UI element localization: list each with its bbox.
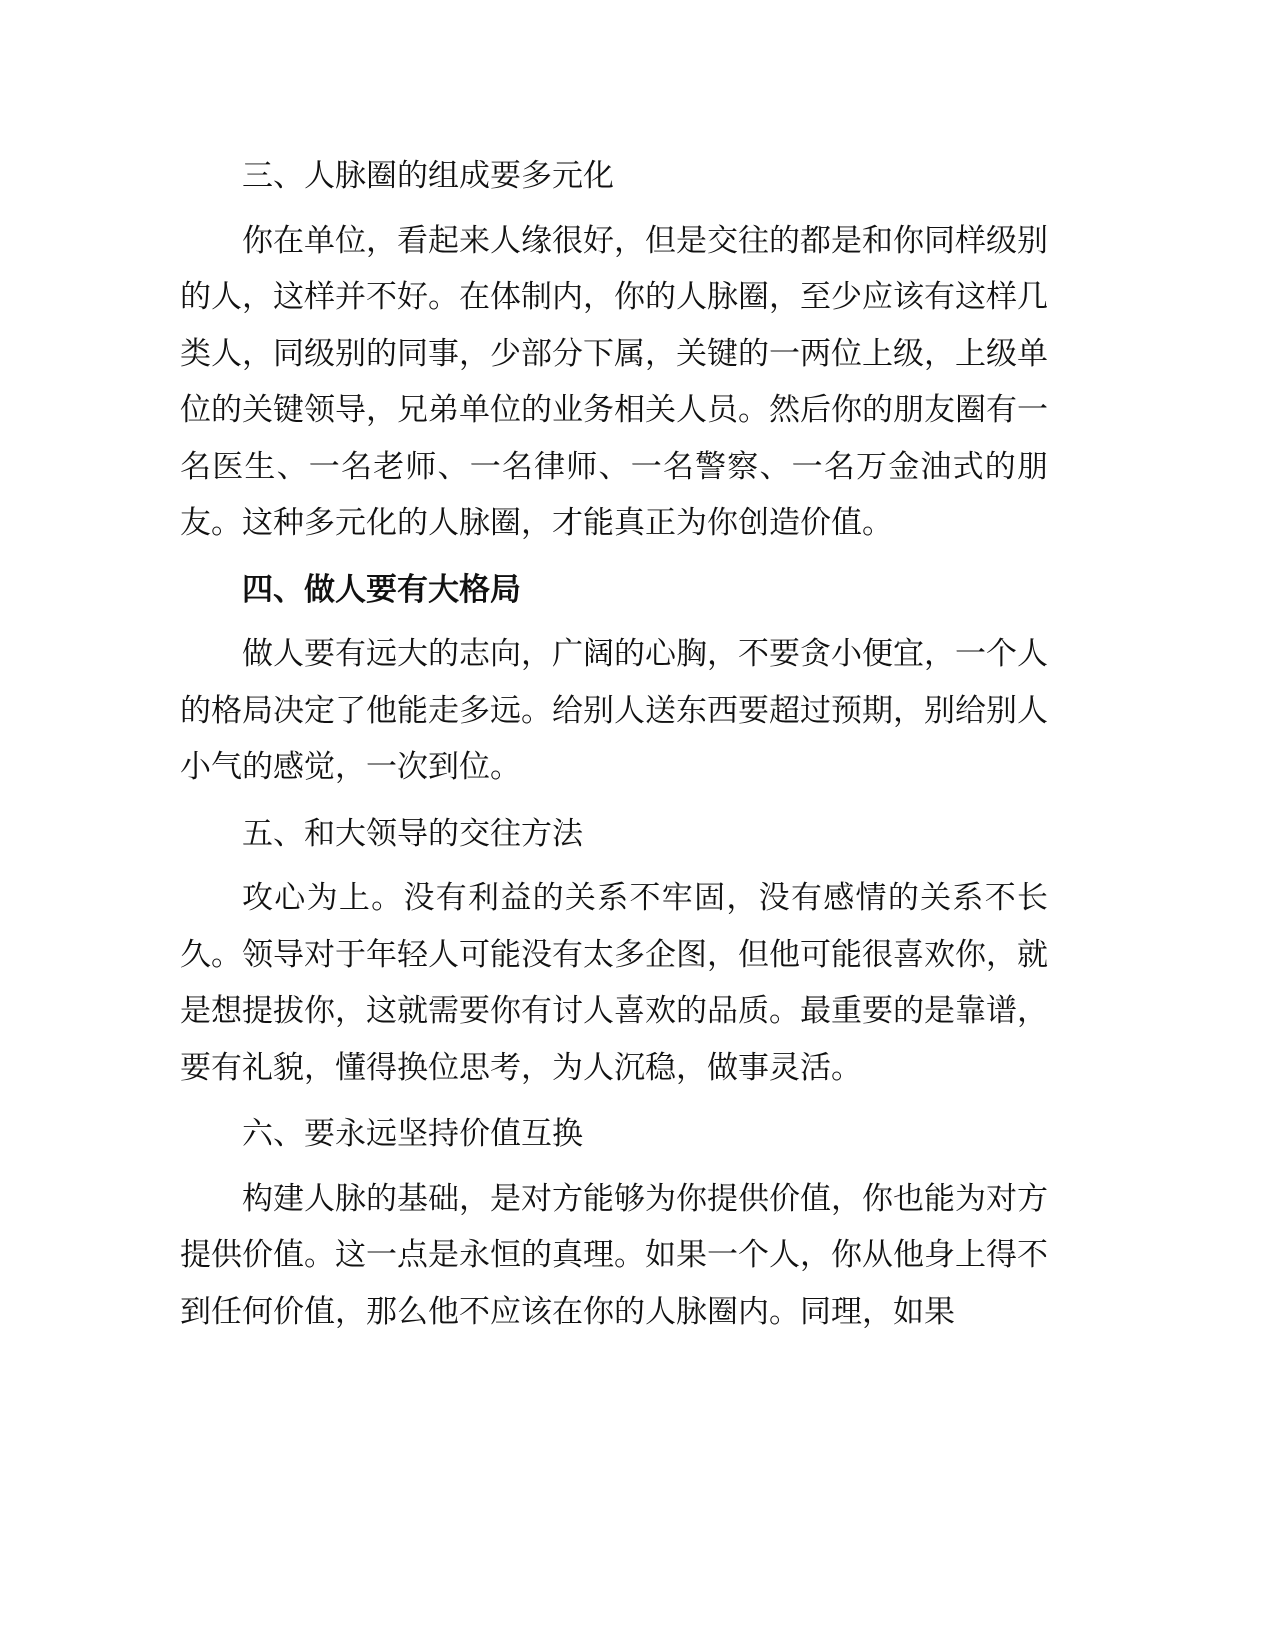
section-heading-4: 四、做人要有大格局 — [242, 571, 521, 608]
section-heading-5: 五、和大领导的交往方法 — [242, 815, 583, 852]
section-paragraph-3: 你在单位，看起来人缘很好，但是交往的都是和你同样级别的人，这样并不好。在体制内，你的人脉圈，至少应该有这样几类人，同级别的同事，少部分下属，关键的一两位上级，上级单位的关键领导，兄弟单位的业务相关人员。然后你的朋友圈有一名医生、一名老师、一名律师、一名警察、一名万金油式的朋友。这种多元化的人脉圈，才能真正为你创造价值。 — [180, 222, 1048, 541]
section-paragraph-4: 做人要有远大的志向，广阔的心胸，不要贪小便宜，一个人的格局决定了他能走多远。给别人送东西要超过预期，别给别人小气的感觉，一次到位。 — [180, 636, 1048, 785]
section-paragraph-6: 构建人脉的基础，是对方能够为你提供价值，你也能为对方提供价值。这一点是永恒的真理。如果一个人，你从他身上得不到任何价值，那么他不应该在你的人脉圈内。同理，如果 — [180, 1180, 1048, 1330]
section-heading-3: 三、人脉圈的组成要多元化 — [242, 158, 614, 194]
section-heading-6: 六、要永远坚持价值互换 — [242, 1116, 583, 1152]
document-body — [180, 148, 1048, 1350]
section-paragraph-5: 攻心为上。没有利益的关系不牢固，没有感情的关系不长久。领导对于年轻人可能没有太多企图，但他可能很喜欢你，就是想提拔你，这就需要你有讨人喜欢的品质。最重要的是靠谱，要有礼貌，懂得换位思考，为人沉稳，做事灵活。 — [180, 880, 1048, 1086]
